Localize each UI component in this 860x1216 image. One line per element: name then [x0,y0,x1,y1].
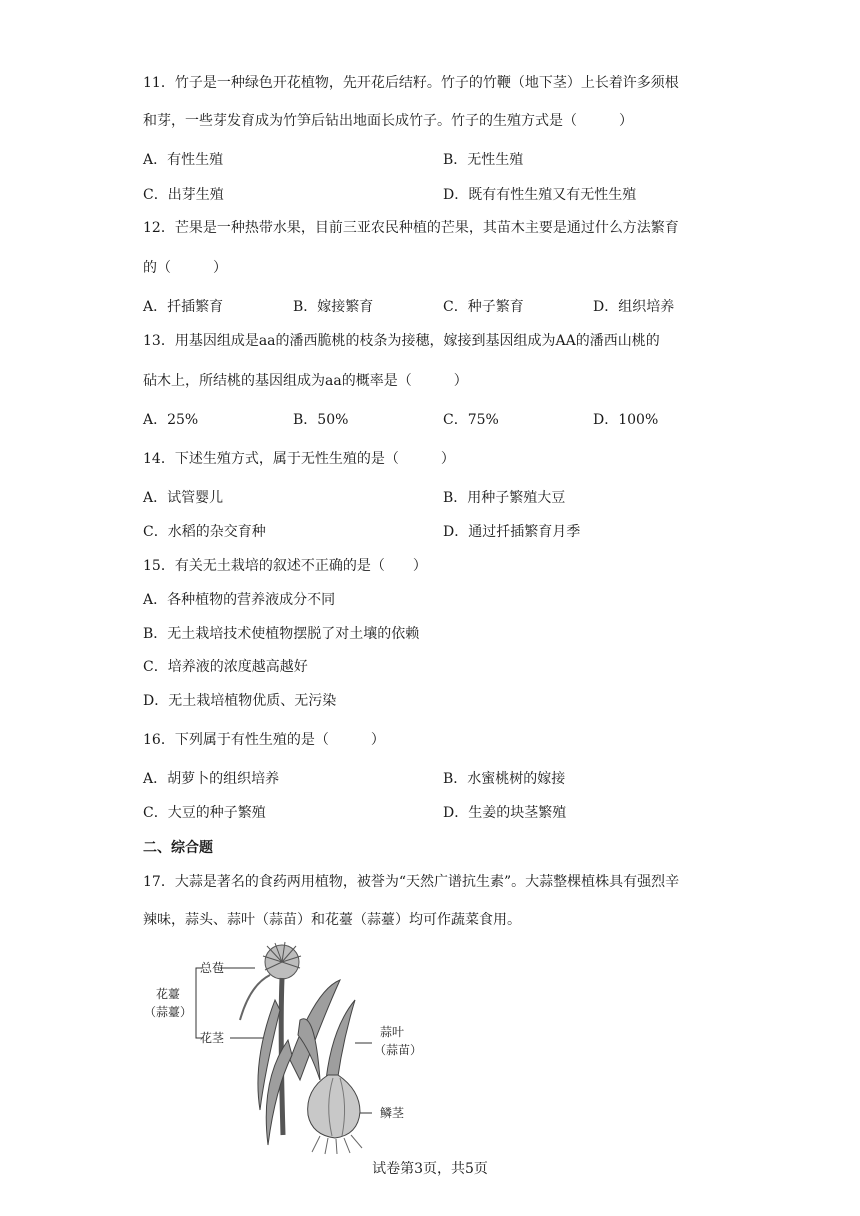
q14-option-d: D．通过扦插繁育月季 [443,524,581,540]
q15-option-a: A．各种植物的营养液成分不同 [143,592,336,608]
label-garlic-leaf-alt: （蒜苗） [374,1043,423,1057]
q16-option-a: A．胡萝卜的组织培养 [143,771,280,787]
q14-stem: 14．下述生殖方式，属于无性生殖的是（ ） [143,451,455,467]
q14-option-b: B．用种子繁殖大豆 [443,490,566,506]
q14-option-a: A．试管婴儿 [143,490,224,506]
label-involucre: 总苞 [200,961,225,975]
q15-option-b: B．无土栽培技术使植物摆脱了对土壤的依赖 [143,626,420,642]
page-footer: 试卷第3页，共5页 [372,1161,488,1177]
q13-stem-line2: 砧木上，所结桃的基因组成为aa的概率是（ ） [143,373,468,389]
q12-stem-line2: 的（ ） [143,260,227,276]
q11-option-d: D．既有有性生殖又有无性生殖 [443,187,637,203]
q11-stem-line1: 11．竹子是一种绿色开花植物，先开花后结籽。竹子的竹鞭（地下茎）上长着许多须根 [143,75,679,91]
q15-stem: 15．有关无土栽培的叙述不正确的是（ ） [143,558,427,574]
q16-stem: 16．下列属于有性生殖的是（ ） [143,732,385,748]
q11-option-a: A．有性生殖 [143,152,224,168]
q12-stem-line1: 12．芒果是一种热带水果，目前三亚农民种植的芒果，其苗木主要是通过什么方法繁育 [143,220,679,236]
q11-option-c: C．出芽生殖 [143,187,224,203]
q16-option-c: C．大豆的种子繁殖 [143,805,266,821]
label-flower-scape-alt: （蒜薹） [144,1005,193,1019]
label-flower-stem: 花茎 [200,1031,225,1045]
q13-option-c: C．75% [443,412,499,428]
q17-stem-line2: 辣味，蒜头、蒜叶（蒜苗）和花薹（蒜薹）均可作蔬菜食用。 [143,912,521,928]
q12-option-d: D．组织培养 [593,299,675,315]
q12-option-b: B．嫁接繁育 [293,299,374,315]
q13-option-d: D．100% [593,412,659,428]
q15-option-d: D．无土栽培植物优质、无污染 [143,693,337,709]
label-flower-scape: 花薹 [156,987,181,1001]
garlic-plant-figure [140,940,440,1155]
q13-option-b: B．50% [293,412,349,428]
q12-option-a: A．扦插繁育 [143,299,224,315]
q15-option-c: C．培养液的浓度越高越好 [143,659,308,675]
label-bulb: 鳞茎 [380,1106,405,1120]
q16-option-b: B．水蜜桃树的嫁接 [443,771,566,787]
umbel-flower-head [240,942,301,1020]
q11-stem-line2: 和芽，一些芽发育成为竹笋后钻出地面长成竹子。竹子的生殖方式是（ ） [143,113,633,129]
q12-option-c: C．种子繁育 [443,299,524,315]
q13-option-a: A．25% [143,412,199,428]
label-garlic-leaf: 蒜叶 [380,1025,405,1039]
q17-stem-line1: 17．大蒜是著名的食药两用植物，被誉为“天然广谱抗生素”。大蒜整棵植株具有强烈辛 [143,874,680,890]
section-heading: 二、综合题 [143,840,213,856]
q13-stem-line1: 13．用基因组成是aa的潘西脆桃的枝条为接穗，嫁接到基因组成为AA的潘西山桃的 [143,333,660,349]
garlic-bulb [308,1075,362,1154]
q16-option-d: D．生姜的块茎繁殖 [443,805,567,821]
q11-option-b: B．无性生殖 [443,152,524,168]
q14-option-c: C．水稻的杂交育种 [143,524,266,540]
